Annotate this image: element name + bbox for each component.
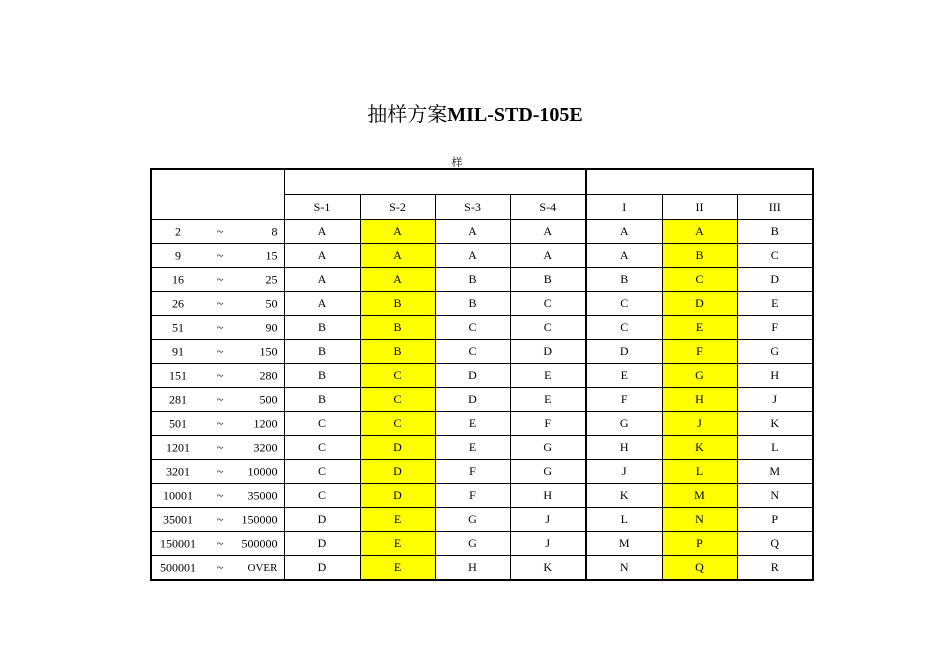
code-letter-cell: H — [435, 556, 510, 581]
table-row — [151, 436, 813, 460]
lot-size-max: 90 — [265, 320, 278, 334]
table-row — [151, 556, 813, 581]
code-letter-cell: C — [360, 364, 435, 388]
lot-size-min: 501 — [169, 416, 187, 430]
code-letter-cell: D — [284, 508, 360, 532]
lot-size-min: 9 — [175, 248, 181, 262]
code-letter-cell: H — [737, 364, 813, 388]
table-caption: 样 — [451, 157, 463, 169]
code-letter-cell: B — [510, 268, 586, 292]
lot-size-max: 8 — [271, 224, 278, 238]
code-letter-cell: C — [284, 412, 360, 436]
column-header-s-2: S-2 — [360, 195, 435, 220]
code-letter-cell: J — [510, 508, 586, 532]
code-letter-cell: A — [510, 220, 586, 244]
table-row — [151, 508, 813, 532]
lot-size-min: 281 — [169, 392, 187, 406]
table-row — [151, 292, 813, 316]
code-letter-cell: G — [586, 412, 662, 436]
code-letter-cell: K — [662, 436, 737, 460]
code-letter-cell: D — [360, 436, 435, 460]
range-tilde: ~ — [216, 440, 224, 454]
lot-size-cell — [151, 220, 284, 244]
lot-size-cell — [151, 556, 284, 581]
code-letter-cell: A — [360, 220, 435, 244]
code-letter-cell: C — [435, 316, 510, 340]
code-letter-cell: K — [510, 556, 586, 581]
lot-size-cell — [151, 484, 284, 508]
general-levels-group-cell — [586, 169, 813, 195]
code-letter-cell: D — [284, 532, 360, 556]
code-letter-cell: E — [510, 364, 586, 388]
code-letter-cell: N — [737, 484, 813, 508]
code-letter-cell: F — [435, 484, 510, 508]
column-header-s-3: S-3 — [435, 195, 510, 220]
table-row — [151, 244, 813, 268]
lot-size-max: 10000 — [247, 464, 278, 478]
lot-size-header-cell — [151, 169, 284, 220]
range-tilde: ~ — [216, 464, 224, 478]
code-letter-cell: M — [737, 460, 813, 484]
lot-size-max: 15 — [265, 248, 278, 262]
code-letter-cell: E — [360, 508, 435, 532]
lot-size-max: 25 — [265, 272, 278, 286]
range-tilde: ~ — [216, 272, 224, 286]
code-letter-cell: B — [435, 292, 510, 316]
lot-size-min: 3201 — [166, 464, 190, 478]
lot-size-max: 500000 — [241, 536, 278, 550]
code-letter-cell: H — [510, 484, 586, 508]
code-letter-cell: A — [284, 244, 360, 268]
code-letter-cell: A — [360, 244, 435, 268]
code-letter-cell: F — [586, 388, 662, 412]
lot-size-max: 50 — [265, 296, 278, 310]
table-row — [151, 484, 813, 508]
lot-size-cell — [151, 508, 284, 532]
lot-size-max: 150 — [259, 344, 278, 358]
lot-size-min: 10001 — [163, 488, 193, 502]
column-header-s-4: S-4 — [510, 195, 586, 220]
lot-size-max: 3200 — [253, 440, 278, 454]
code-letter-cell: M — [586, 532, 662, 556]
code-letter-cell: A — [586, 220, 662, 244]
code-letter-cell: G — [510, 436, 586, 460]
code-letter-cell: B — [586, 268, 662, 292]
lot-size-min: 2 — [175, 224, 181, 238]
code-letter-cell: D — [360, 484, 435, 508]
lot-size-max: 150000 — [241, 512, 278, 526]
range-tilde: ~ — [216, 248, 224, 262]
column-header-s-1: S-1 — [284, 195, 360, 220]
sampling-plan-table — [150, 168, 814, 581]
code-letter-cell: E — [435, 412, 510, 436]
lot-size-cell — [151, 460, 284, 484]
range-tilde: ~ — [216, 512, 224, 526]
table-row — [151, 532, 813, 556]
special-levels-group-cell — [284, 169, 586, 195]
code-letter-cell: J — [662, 412, 737, 436]
code-letter-cell: Q — [737, 532, 813, 556]
code-letter-cell: B — [737, 220, 813, 244]
lot-size-min: 35001 — [163, 512, 193, 526]
code-letter-cell: E — [360, 556, 435, 581]
code-letter-cell: G — [435, 508, 510, 532]
column-header-i: I — [586, 195, 662, 220]
code-letter-cell: C — [284, 484, 360, 508]
code-letter-cell: C — [360, 412, 435, 436]
code-letter-cell: C — [510, 292, 586, 316]
range-tilde: ~ — [216, 392, 224, 406]
code-letter-cell: G — [435, 532, 510, 556]
code-letter-cell: A — [510, 244, 586, 268]
code-letter-cell: C — [284, 436, 360, 460]
code-letter-cell: D — [360, 460, 435, 484]
range-tilde: ~ — [216, 416, 224, 430]
code-letter-cell: C — [737, 244, 813, 268]
lot-size-min: 150001 — [160, 536, 196, 550]
lot-size-cell — [151, 532, 284, 556]
code-letter-cell: L — [662, 460, 737, 484]
code-letter-cell: A — [360, 268, 435, 292]
code-letter-cell: M — [662, 484, 737, 508]
header-row-groups — [151, 169, 813, 195]
code-letter-cell: E — [662, 316, 737, 340]
lot-size-max: OVER — [247, 561, 278, 574]
code-letter-cell: F — [510, 412, 586, 436]
table-row — [151, 268, 813, 292]
lot-size-min: 1201 — [166, 440, 190, 454]
code-letter-cell: C — [284, 460, 360, 484]
code-letter-cell: J — [737, 388, 813, 412]
code-letter-cell: G — [662, 364, 737, 388]
code-letter-cell: H — [662, 388, 737, 412]
column-header-iii: III — [737, 195, 813, 220]
code-letter-cell: D — [510, 340, 586, 364]
lot-size-cell — [151, 388, 284, 412]
range-tilde: ~ — [216, 344, 224, 358]
code-letter-cell: D — [435, 364, 510, 388]
code-letter-cell: B — [284, 340, 360, 364]
code-letter-cell: G — [510, 460, 586, 484]
code-letter-cell: A — [435, 244, 510, 268]
code-letter-cell: D — [435, 388, 510, 412]
range-tilde: ~ — [216, 560, 224, 574]
code-letter-cell: E — [360, 532, 435, 556]
code-letter-cell: A — [284, 292, 360, 316]
lot-size-cell — [151, 436, 284, 460]
code-letter-cell: B — [360, 316, 435, 340]
range-tilde: ~ — [216, 296, 224, 310]
code-letter-cell: R — [737, 556, 813, 581]
code-letter-cell: A — [435, 220, 510, 244]
code-letter-cell: B — [662, 244, 737, 268]
code-letter-cell: J — [510, 532, 586, 556]
column-header-ii: II — [662, 195, 737, 220]
range-tilde: ~ — [216, 488, 224, 502]
range-tilde: ~ — [216, 536, 224, 550]
range-tilde: ~ — [216, 320, 224, 334]
code-letter-cell: P — [737, 508, 813, 532]
code-letter-cell: N — [586, 556, 662, 581]
code-letter-cell: L — [737, 436, 813, 460]
code-letter-cell: B — [284, 364, 360, 388]
code-letter-cell: D — [586, 340, 662, 364]
code-letter-cell: D — [737, 268, 813, 292]
lot-size-max: 35000 — [247, 488, 278, 502]
code-letter-cell: F — [737, 316, 813, 340]
lot-size-max: 500 — [259, 392, 278, 406]
code-letter-cell: C — [586, 316, 662, 340]
lot-size-cell — [151, 292, 284, 316]
code-letter-cell: A — [284, 268, 360, 292]
range-tilde: ~ — [216, 224, 224, 238]
code-letter-cell: C — [510, 316, 586, 340]
table-row — [151, 340, 813, 364]
table-row — [151, 460, 813, 484]
lot-size-max: 280 — [259, 368, 278, 382]
lot-size-cell — [151, 412, 284, 436]
lot-size-cell — [151, 244, 284, 268]
code-letter-cell: P — [662, 532, 737, 556]
code-letter-cell: C — [662, 268, 737, 292]
code-letter-cell: E — [510, 388, 586, 412]
lot-size-max: 1200 — [253, 416, 278, 430]
code-letter-cell: A — [662, 220, 737, 244]
code-letter-cell: B — [284, 316, 360, 340]
code-letter-cell: B — [435, 268, 510, 292]
code-letter-cell: E — [737, 292, 813, 316]
code-letter-cell: E — [586, 364, 662, 388]
code-letter-cell: D — [662, 292, 737, 316]
code-letter-cell: A — [284, 220, 360, 244]
code-letter-cell: J — [586, 460, 662, 484]
lot-size-min: 151 — [169, 368, 187, 382]
lot-size-cell — [151, 268, 284, 292]
code-letter-cell: C — [435, 340, 510, 364]
code-letter-cell: C — [586, 292, 662, 316]
lot-size-cell — [151, 340, 284, 364]
code-letter-cell: B — [360, 340, 435, 364]
code-letter-cell: G — [737, 340, 813, 364]
lot-size-min: 16 — [172, 272, 184, 286]
code-letter-cell: C — [360, 388, 435, 412]
code-letter-cell: F — [435, 460, 510, 484]
code-letter-cell: K — [586, 484, 662, 508]
table-row — [151, 316, 813, 340]
range-tilde: ~ — [216, 368, 224, 382]
code-letter-cell: N — [662, 508, 737, 532]
lot-size-min: 26 — [172, 296, 184, 310]
table-row — [151, 220, 813, 244]
title-standard: MIL-STD-105E — [447, 104, 583, 126]
title-cjk: 抽样方案 — [367, 104, 448, 126]
code-letter-cell: B — [284, 388, 360, 412]
code-letter-cell: D — [284, 556, 360, 581]
code-letter-cell: K — [737, 412, 813, 436]
table-row — [151, 412, 813, 436]
page-title — [0, 98, 950, 127]
code-letter-cell: E — [435, 436, 510, 460]
lot-size-min: 51 — [172, 320, 184, 334]
code-letter-cell: F — [662, 340, 737, 364]
code-letter-cell: B — [360, 292, 435, 316]
lot-size-cell — [151, 364, 284, 388]
table-row — [151, 364, 813, 388]
code-letter-cell: H — [586, 436, 662, 460]
code-letter-cell: L — [586, 508, 662, 532]
code-letter-cell: A — [586, 244, 662, 268]
code-letter-cell: Q — [662, 556, 737, 581]
lot-size-min: 500001 — [160, 560, 196, 574]
lot-size-min: 91 — [172, 344, 184, 358]
lot-size-cell — [151, 316, 284, 340]
table-row — [151, 388, 813, 412]
